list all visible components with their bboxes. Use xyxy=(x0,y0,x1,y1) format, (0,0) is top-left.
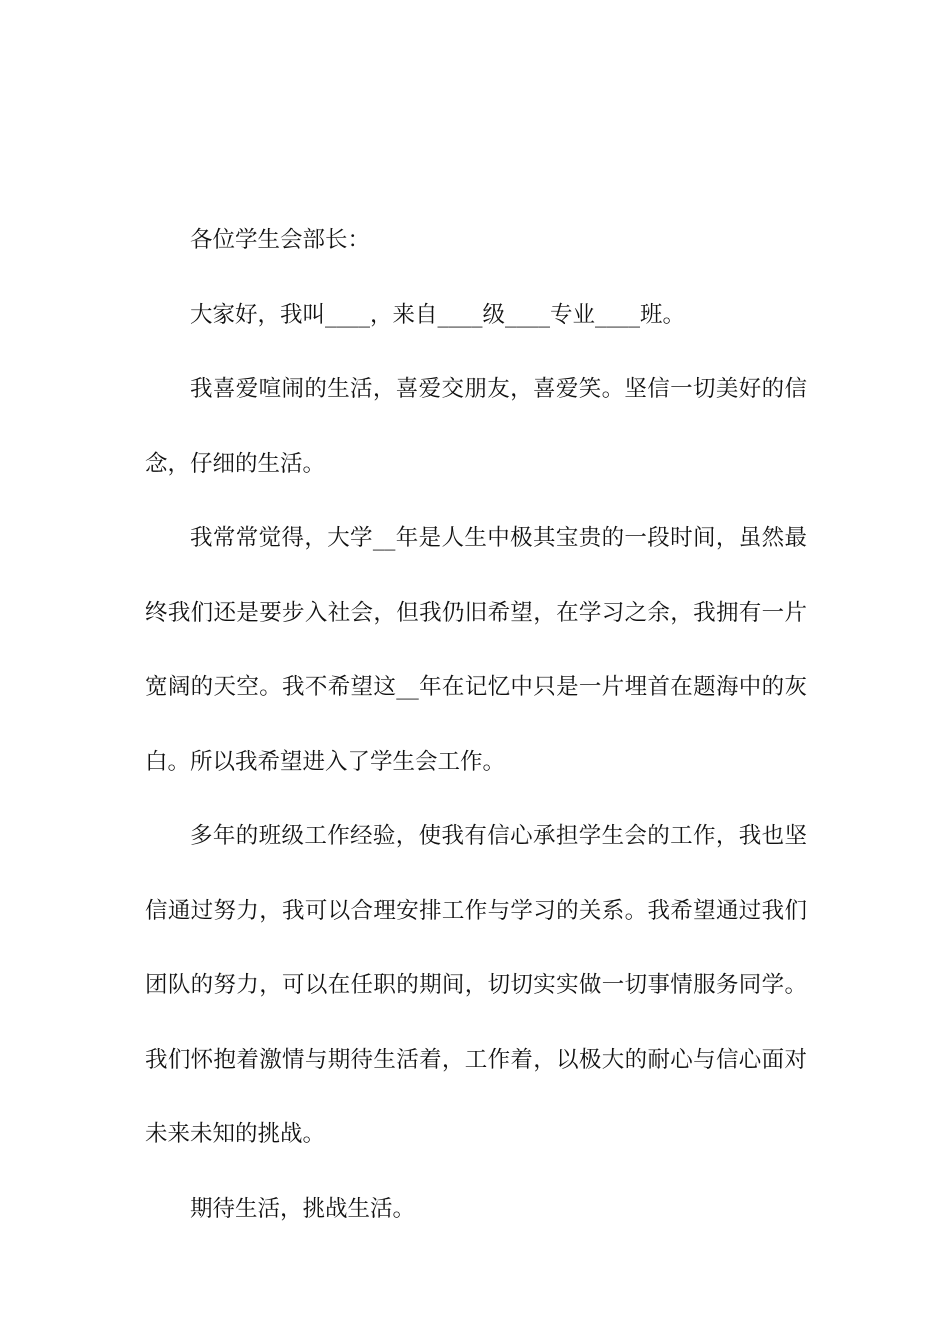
closing-paragraph: 期待生活，挑战生活。 xyxy=(190,1195,416,1222)
document-body xyxy=(145,203,807,1246)
greeting-paragraph: 大家好，我叫____，来自____级____专业____班。 xyxy=(190,301,686,328)
salutation: 各位学生会部长： xyxy=(190,227,371,253)
body-paragraph-2: 我常常觉得，大学__年是人生中极其宝贵的一段时间，虽然最终我们还是要步入社会，但我仍旧希望，在学习之余，我拥有一片宽阔的天空。我不希望这__年在记忆中只是一片埋首在题海中的灰白。所以我希望进入了学生会工作。 xyxy=(145,525,807,775)
body-paragraph-1: 我喜爱喧闹的生活，喜爱交朋友，喜爱笑。坚信一切美好的信念，仔细的生活。 xyxy=(145,376,807,477)
body-paragraph-3: 多年的班级工作经验，使我有信心承担学生会的工作，我也坚信通过努力，我可以合理安排工作与学习的关系。我希望通过我们团队的努力，可以在任职的期间，切切实实做一切事情服务同学。我们怀抱着激情与期待生活着，工作着，以极大的耐心与信心面对未来未知的挑战。 xyxy=(145,823,807,1147)
